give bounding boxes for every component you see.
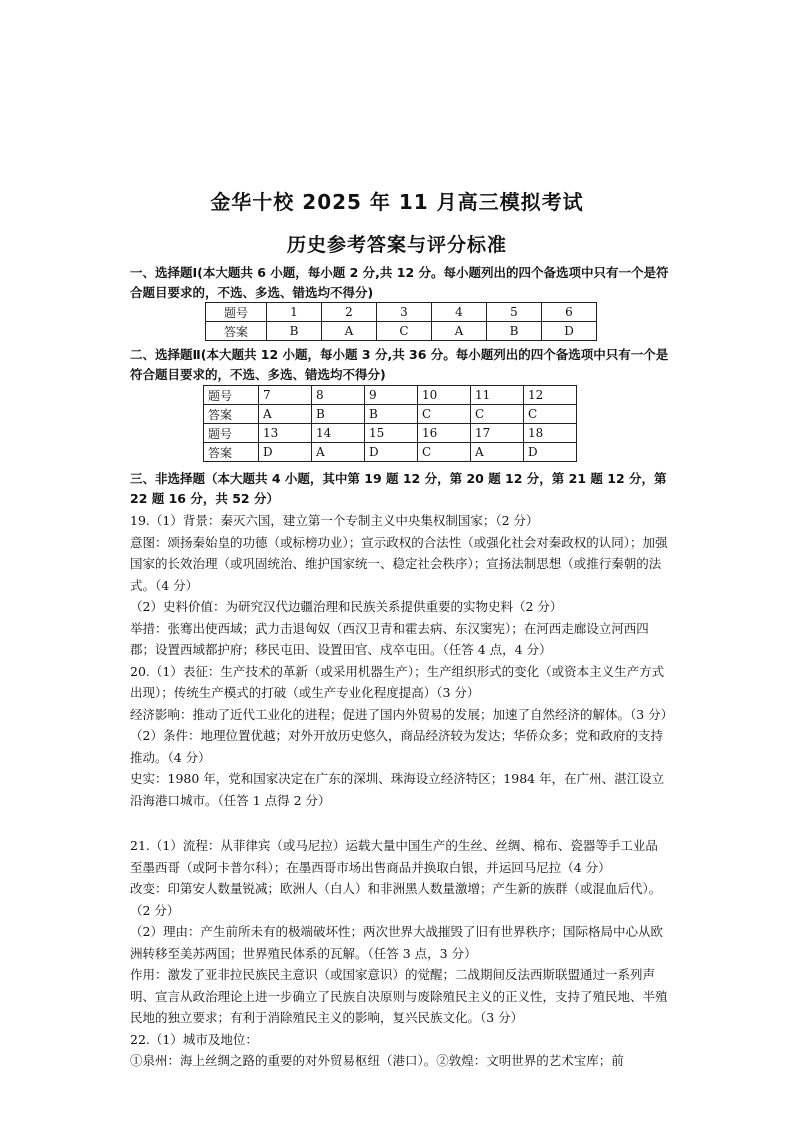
table-cell: A bbox=[471, 443, 524, 462]
table-cell: D bbox=[259, 443, 312, 462]
answer-body bbox=[130, 510, 674, 1072]
table-row-header: 题号 bbox=[204, 386, 259, 405]
section2-heading: 二、选择题Ⅱ(本大题共 12 小题，每小题 3 分,共 36 分。每小题列出的四个备选项中只有一个是符合题目要求的，不选、多选、错选均不得分) bbox=[130, 347, 669, 382]
page-title: 金华十校 2025 年 11 月高三模拟考试 bbox=[210, 190, 584, 214]
answer-paragraph: 举措：张骞出使西域；武力击退匈奴（西汉卫青和霍去病、东汉窦宪）；在河西走廊设立河西四郡；设置西域都护府；移民屯田、设置田官、戍卒屯田。（任答 4 点，4 分） bbox=[130, 620, 649, 657]
section1-answer-table bbox=[205, 302, 597, 341]
table-row-header: 题号 bbox=[204, 424, 259, 443]
answer-paragraph: 经济影响：推动了近代工业化的进程；促进了国内外贸易的发展；加速了自然经济的解体。（3 分） bbox=[130, 706, 674, 722]
table-cell: 1 bbox=[267, 303, 322, 322]
answer-paragraph: 改变：印第安人数量锐减；欧洲人（白人）和非洲黑人数量激增；产生新的族群（或混血后代）。（2 分） bbox=[130, 881, 662, 918]
answer-paragraph: 意图：颂扬秦始皇的功德（或标榜功业）；宣示政权的合法性（或强化社会对秦政权的认同）；加强国家的长效治理（或巩固统治、维护国家统一、稳定社会秩序）；宣扬法制思想（或推行秦朝的法式。（4 分） bbox=[130, 534, 668, 593]
answer-paragraph: 19.（1）背景：秦灭六国，建立第一个专制主义中央集权制国家；（2 分） bbox=[130, 513, 539, 528]
answer-paragraph: （2）理由：产生前所未有的极端破坏性；两次世界大战摧毁了旧有世界秩序；国际格局中心从欧洲转移至美苏两国；世界殖民体系的瓦解。（任答 3 点，3 分） bbox=[130, 924, 663, 961]
table-cell: B bbox=[312, 405, 365, 424]
table-cell: 7 bbox=[259, 386, 312, 405]
table-cell: C bbox=[471, 405, 524, 424]
answer-paragraph: 作用：激发了亚非拉民族民主意识（或国家意识）的觉醒；二战期间反法西斯联盟通过一系列声明、宣言从政治理论上进一步确立了民族自决原则与废除殖民主义的正义性，支持了殖民地、半殖民地的独立要求；有利于消除殖民主义的影响，复兴民族文化。（3 分） bbox=[130, 967, 668, 1025]
table-row bbox=[204, 443, 577, 462]
table-cell: 13 bbox=[259, 424, 312, 443]
answer-paragraph: 史实：1980 年，党和国家决定在广东的深圳、珠海设立经济特区；1984 年，在广州、湛江设立沿海港口城市。（任答 1 点得 2 分） bbox=[130, 771, 665, 808]
table-cell: 4 bbox=[432, 303, 487, 322]
table-cell: 18 bbox=[524, 424, 577, 443]
table-cell: C bbox=[418, 405, 471, 424]
table-cell: 15 bbox=[365, 424, 418, 443]
table-cell: 17 bbox=[471, 424, 524, 443]
table-cell: A bbox=[322, 322, 377, 341]
table-row-header: 答案 bbox=[206, 322, 267, 341]
table-cell: B bbox=[365, 405, 418, 424]
table-cell: C bbox=[377, 322, 432, 341]
table-row bbox=[204, 424, 577, 443]
table-cell: C bbox=[524, 405, 577, 424]
table-cell: 10 bbox=[418, 386, 471, 405]
page-subtitle: 历史参考答案与评分标准 bbox=[286, 234, 507, 256]
table-row-header: 题号 bbox=[206, 303, 267, 322]
table-cell: A bbox=[259, 405, 312, 424]
table-cell: 11 bbox=[471, 386, 524, 405]
table-cell: D bbox=[365, 443, 418, 462]
answer-paragraph: （2）条件：地理位置优越；对外开放历史悠久，商品经济较为发达；华侨众多；党和政府的支持推动。（4 分） bbox=[130, 728, 663, 765]
table-cell: B bbox=[487, 322, 542, 341]
table-cell: 8 bbox=[312, 386, 365, 405]
table-row bbox=[206, 303, 597, 322]
table-cell: 9 bbox=[365, 386, 418, 405]
table-row-header: 答案 bbox=[204, 443, 259, 462]
table-row-header: 答案 bbox=[204, 405, 259, 424]
answer-paragraph: （2）史料价值：为研究汉代边疆治理和民族关系提供重要的实物史料（2 分） bbox=[130, 599, 563, 614]
section2-answer-table bbox=[203, 385, 577, 462]
table-row bbox=[206, 322, 597, 341]
table-cell: 14 bbox=[312, 424, 365, 443]
answer-paragraph: ①泉州：海上丝绸之路的重要的对外贸易枢纽（港口）。②敦煌：文明世界的艺术宝库；前 bbox=[130, 1053, 624, 1068]
answer-paragraph: 21.（1）流程：从菲律宾（或马尼拉）运载大量中国生产的生丝、丝绸、棉布、瓷器等手工业品至墨西哥（或阿卡普尔科）；在墨西哥市场出售商品并换取白银，并运回马尼拉（4 分） bbox=[130, 838, 658, 875]
table-cell: 5 bbox=[487, 303, 542, 322]
table-cell: D bbox=[524, 443, 577, 462]
table-row bbox=[204, 405, 577, 424]
table-row bbox=[204, 386, 577, 405]
table-cell: 6 bbox=[542, 303, 597, 322]
section3-heading: 三、非选择题（本大题共 4 小题，其中第 19 题 12 分，第 20 题 12 分，第 21 题 12 分，第 22 题 16 分，共 52 分） bbox=[130, 471, 667, 506]
spacer bbox=[130, 811, 670, 835]
table-cell: A bbox=[432, 322, 487, 341]
table-cell: D bbox=[542, 322, 597, 341]
table-cell: C bbox=[418, 443, 471, 462]
table-cell: 2 bbox=[322, 303, 377, 322]
table-cell: A bbox=[312, 443, 365, 462]
table-cell: 16 bbox=[418, 424, 471, 443]
table-cell: 12 bbox=[524, 386, 577, 405]
answer-paragraph: 22.（1）城市及地位： bbox=[130, 1031, 258, 1047]
answer-paragraph: 20.（1）表征：生产技术的革新（或采用机器生产）；生产组织形式的变化（或资本主义生产方式出现）；传统生产模式的打破（或生产专业化程度提高）（3 分） bbox=[130, 663, 665, 700]
section1-heading: 一、选择题Ⅰ(本大题共 6 小题，每小题 2 分,共 12 分。每小题列出的四个备选项中只有一个是符合题目要求的，不选、多选、错选均不得分) bbox=[130, 265, 669, 300]
table-cell: 3 bbox=[377, 303, 432, 322]
table-cell: B bbox=[267, 322, 322, 341]
